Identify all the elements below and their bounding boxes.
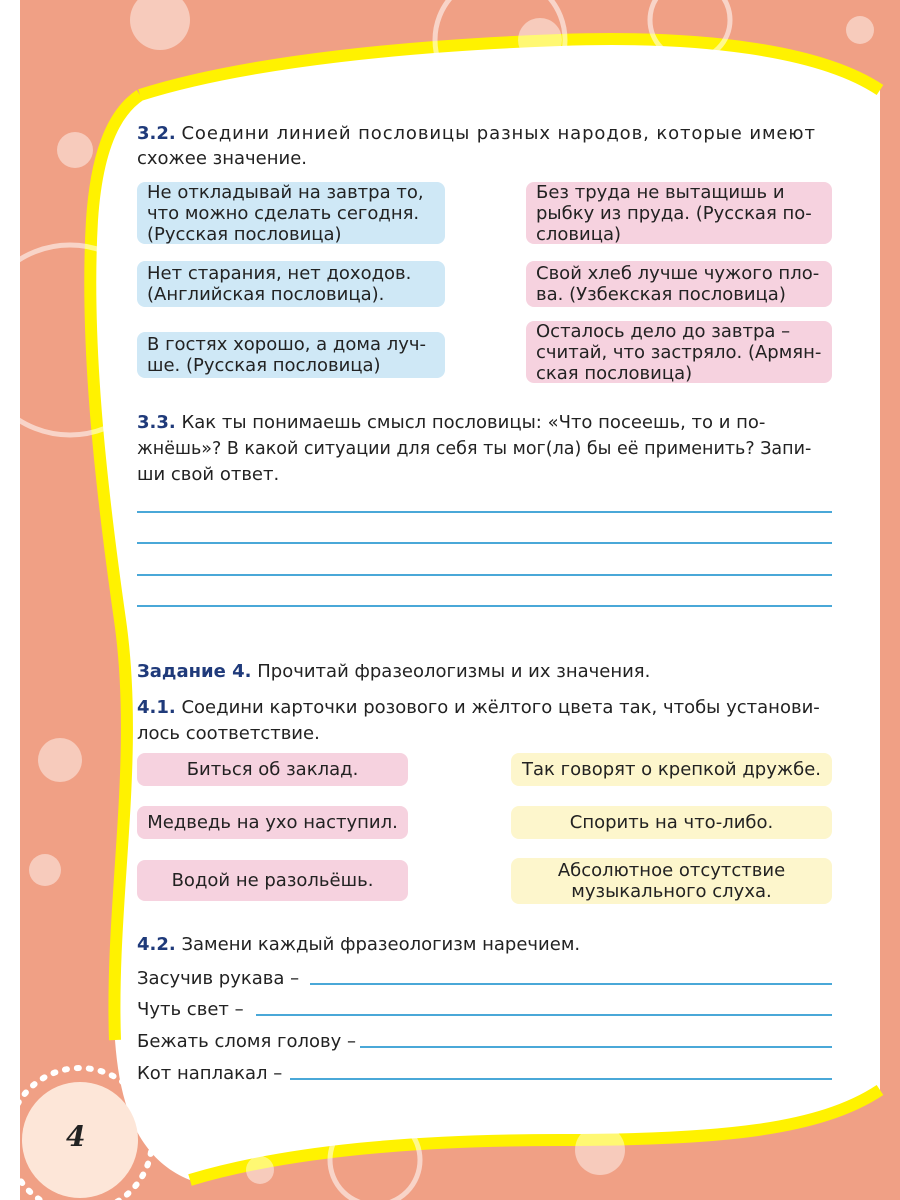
proverb-card-left-3[interactable]: В гостях хорошо, а дома луч- ше. (Русская пословица) — [137, 332, 445, 378]
phrase-item-2: Чуть свет – — [137, 999, 244, 1020]
task-label: Задание 4. — [137, 661, 252, 682]
phrase-card-3[interactable]: Водой не разольёшь. — [137, 860, 408, 901]
exercise-3-3-line-2: жнёшь»? В какой ситуации для себя ты мог(ла) бы её применить? Запи- — [137, 439, 812, 459]
phrase-item-4: Кот наплакал – — [137, 1063, 283, 1084]
meaning-card-3[interactable]: Абсолютное отсутствие музыкального слуха. — [511, 858, 832, 904]
answer-line-item-1[interactable] — [310, 983, 832, 985]
exercise-number: 3.3. — [137, 412, 176, 433]
proverb-card-right-3[interactable]: Осталось дело до завтра – считай, что застряло. (Армян- ская пословица) — [526, 321, 832, 383]
phrase-item-3: Бежать сломя голову – — [137, 1031, 356, 1052]
exercise-number: 4.2. — [137, 934, 176, 955]
task-4-heading: Задание 4. Прочитай фразеологизмы и их значения. — [137, 661, 651, 682]
phrase-card-2[interactable]: Медведь на ухо наступил. — [137, 806, 408, 839]
exercise-3-2-instruction: 3.2. Соедини линией пословицы разных народов, которые имеют — [137, 123, 816, 144]
exercise-4-2-heading: 4.2. Замени каждый фразеологизм наречием. — [137, 934, 581, 955]
exercise-number: 4.1. — [137, 697, 176, 718]
answer-line-item-2[interactable] — [256, 1014, 832, 1016]
answer-line-item-3[interactable] — [360, 1046, 832, 1048]
meaning-card-1[interactable]: Так говорят о крепкой дружбе. — [511, 753, 832, 786]
exercise-3-3-line-1: 3.3. Как ты понимаешь смысл пословицы: «Что посеешь, то и по- — [137, 412, 766, 433]
proverb-card-left-1[interactable]: Не откладывай на завтра то, что можно сделать сегодня. (Русская пословица) — [137, 182, 445, 244]
exercise-3-3-line-3: ши свой ответ. — [137, 464, 280, 485]
proverb-card-right-2[interactable]: Свой хлеб лучше чужого пло- ва. (Узбекская пословица) — [526, 261, 832, 307]
exercise-number: 3.2. — [137, 123, 176, 144]
proverb-card-left-2[interactable]: Нет старания, нет доходов. (Английская пословица). — [137, 261, 445, 307]
answer-line-4[interactable] — [137, 605, 832, 607]
answer-line-2[interactable] — [137, 542, 832, 544]
proverb-card-right-1[interactable]: Без труда не вытащишь и рыбку из пруда. (Русская по- словица) — [526, 182, 832, 244]
exercise-4-1-line-1: 4.1. Соедини карточки розового и жёлтого цвета так, чтобы установи- — [137, 697, 820, 718]
answer-line-3[interactable] — [137, 574, 832, 576]
phrase-card-1[interactable]: Биться об заклад. — [137, 753, 408, 786]
exercise-3-2-instruction-cont: схожее значение. — [137, 148, 307, 169]
exercise-4-1-line-2: лось соответствие. — [137, 723, 320, 744]
meaning-card-2[interactable]: Спорить на что-либо. — [511, 806, 832, 839]
page-number: 4 — [66, 1120, 86, 1153]
answer-line-1[interactable] — [137, 511, 832, 513]
answer-line-item-4[interactable] — [290, 1078, 832, 1080]
phrase-item-1: Засучив рукава – — [137, 968, 300, 989]
